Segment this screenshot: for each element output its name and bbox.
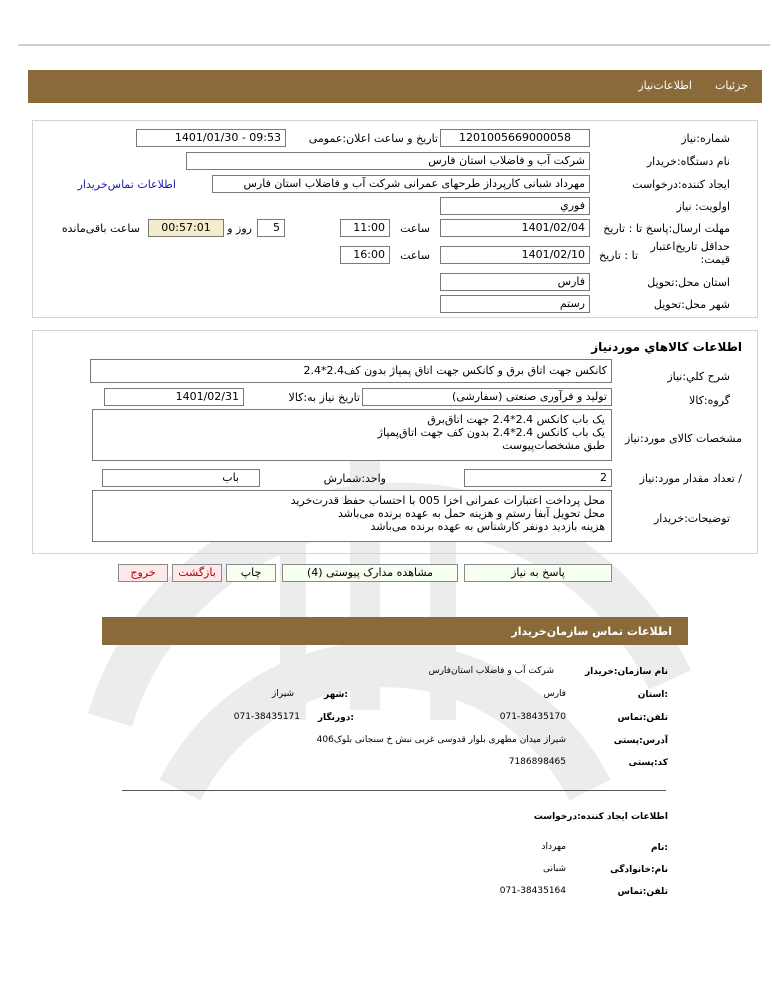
group-field: تولید و فرآوری صنعتی (سفارشی) (362, 388, 612, 406)
specs-line: یک باب کانکس 2.4*2.4 بدون کف جهت اتاق‌پمپاژ (377, 426, 605, 439)
priority-label: اولویت: نیاز (676, 200, 730, 213)
days-label: روز و (227, 222, 252, 235)
contact-phone-label: تلفن:تماس (617, 713, 668, 723)
contact-province-value: فارس (543, 689, 566, 699)
need-number-label: شماره:نیاز (681, 132, 730, 145)
contact-province-label: :استان (637, 690, 668, 700)
deadline-date-field: 1401/02/04 (440, 219, 590, 237)
org-value: شرکت آب و فاضلاب استان‌فارس (428, 666, 554, 676)
contact-city-value: شیراز (271, 689, 294, 699)
back-button[interactable]: بازگشت (172, 564, 222, 582)
org-label: نام سازمان:خریدار (584, 667, 668, 677)
specs-field (92, 409, 612, 461)
notes-label: توضیحات:خریدار (654, 512, 730, 525)
fax-value: 071-38435171 (233, 712, 300, 722)
requester-family-label: نام:خانوادگی (610, 865, 668, 875)
validity-to-label: تا : تاریخ (599, 249, 638, 262)
tab-need-info[interactable]: اطلاعات‌نیاز (638, 79, 692, 92)
announce-label: تاریخ و ساعت اعلان:عمومی (308, 132, 438, 145)
specs-line: طبق مشخصات‌پیوست (502, 439, 605, 452)
requester-family-value: شبانی (542, 864, 566, 874)
contact-heading: اطلاعات تماس سازمان‌خریدار (511, 625, 672, 638)
requester-name-label: :نام (651, 843, 668, 853)
contact-phone-value: 071-38435170 (499, 712, 566, 722)
goods-heading: اطلاعات كالاهاي موردنياز (591, 340, 742, 354)
attachments-button[interactable]: مشاهده مدارک پیوستی (4) (282, 564, 458, 582)
city-field: رستم (440, 295, 590, 313)
city-label: شهر محل:تحویل (653, 298, 730, 311)
remaining-label: ساعت باقی‌مانده (61, 222, 140, 235)
specs-line: یک باب کانکس 2.4*2.4 جهت اتاق‌برق (427, 413, 605, 426)
notes-line: محل پرداخت اعتبارات عمرانی اخزا 005 با احتساب حفظ قدرت‌خرید (290, 494, 605, 507)
contact-divider (122, 790, 666, 791)
deadline-time-label: ساعت (400, 222, 430, 235)
address-label: آدرس:پستی (613, 736, 668, 746)
buyer-org-field: شرکت آب و فاضلاب استان فارس (186, 152, 590, 170)
print-button[interactable]: چاپ (226, 564, 276, 582)
province-label: استان محل:تحویل (647, 276, 730, 289)
summary-field: کانکس جهت اتاق برق و کانکس جهت اتاق پمپاژ بدون کف2.4*2.4 (90, 359, 612, 383)
notes-field (92, 490, 612, 542)
group-label: گروه:کالا (689, 394, 730, 407)
buyer-contact-link[interactable]: اطلاعات تماس‌خریدار (77, 178, 176, 191)
postal-label: کد:پستی (628, 758, 668, 768)
days-field: 5 (257, 219, 285, 237)
announce-field: 1401/01/30 - 09:53 (136, 129, 286, 147)
requester-phone-label: تلفن:تماس (617, 887, 668, 897)
reply-button[interactable]: پاسخ به نیاز (464, 564, 612, 582)
validity-time-label: ساعت (400, 249, 430, 262)
creator-field: مهرداد شبانی کارپرداز طرحهای عمرانی شرکت آب و فاضلاب استان فارس (212, 175, 590, 193)
deadline-time-field: 11:00 (340, 219, 390, 237)
buyer-org-label: نام دستگاه:خریدار (646, 155, 730, 168)
exit-button[interactable]: خروج (118, 564, 168, 582)
unit-value: باب (222, 471, 239, 484)
specs-label: مشخصات کالای مورد:نیاز (624, 432, 742, 445)
unit-label: واحد:شمارش (323, 472, 386, 485)
contact-city-label: :شهر (324, 690, 348, 700)
header-bar (28, 70, 762, 103)
tab-details[interactable]: جزئیات (715, 79, 748, 92)
need-number-field: 1201005669000058 (440, 129, 590, 147)
unit-field (102, 469, 260, 487)
requester-heading: اطلاعات ایجاد کننده:درخواست (533, 812, 668, 822)
qty-field: 2 (464, 469, 612, 487)
need-date-label: تاریخ نیاز به:کالا (288, 391, 360, 404)
top-divider (18, 44, 770, 46)
requester-phone-value: 071-38435164 (499, 886, 566, 896)
validity-label: حداقل تاریخ‌اعتبار قیمت: (650, 240, 730, 266)
priority-field: فوري (440, 197, 590, 215)
contact-header-bar (102, 617, 688, 645)
deadline-label: مهلت ارسال:پاسخ تا : تاریخ (603, 222, 730, 235)
notes-line: محل تحویل آبفا رستم و هزینه حمل به عهده برنده می‌باشد (337, 507, 605, 520)
postal-value: 7186898465 (508, 757, 566, 767)
fax-label: :دورنگار (317, 713, 354, 723)
address-value: شیراز میدان مطهری بلوار قدوسی غربی نبش خ سنجانی بلوک406 (316, 735, 566, 745)
validity-time-field: 16:00 (340, 246, 390, 264)
summary-label: شرح كلي:نیاز (667, 370, 730, 383)
qty-label: / تعداد مقدار مورد:نیاز (639, 472, 742, 485)
province-field: فارس (440, 273, 590, 291)
notes-line: هزینه بازدید دونفر کارشناس به عهده برنده می‌باشد (370, 520, 605, 533)
requester-name-value: مهرداد (541, 842, 566, 852)
need-date-field: 1401/02/31 (104, 388, 244, 406)
creator-label: ایجاد کننده:درخواست (632, 178, 730, 191)
remaining-field: 00:57:01 (148, 219, 224, 237)
validity-date-field: 1401/02/10 (440, 246, 590, 264)
